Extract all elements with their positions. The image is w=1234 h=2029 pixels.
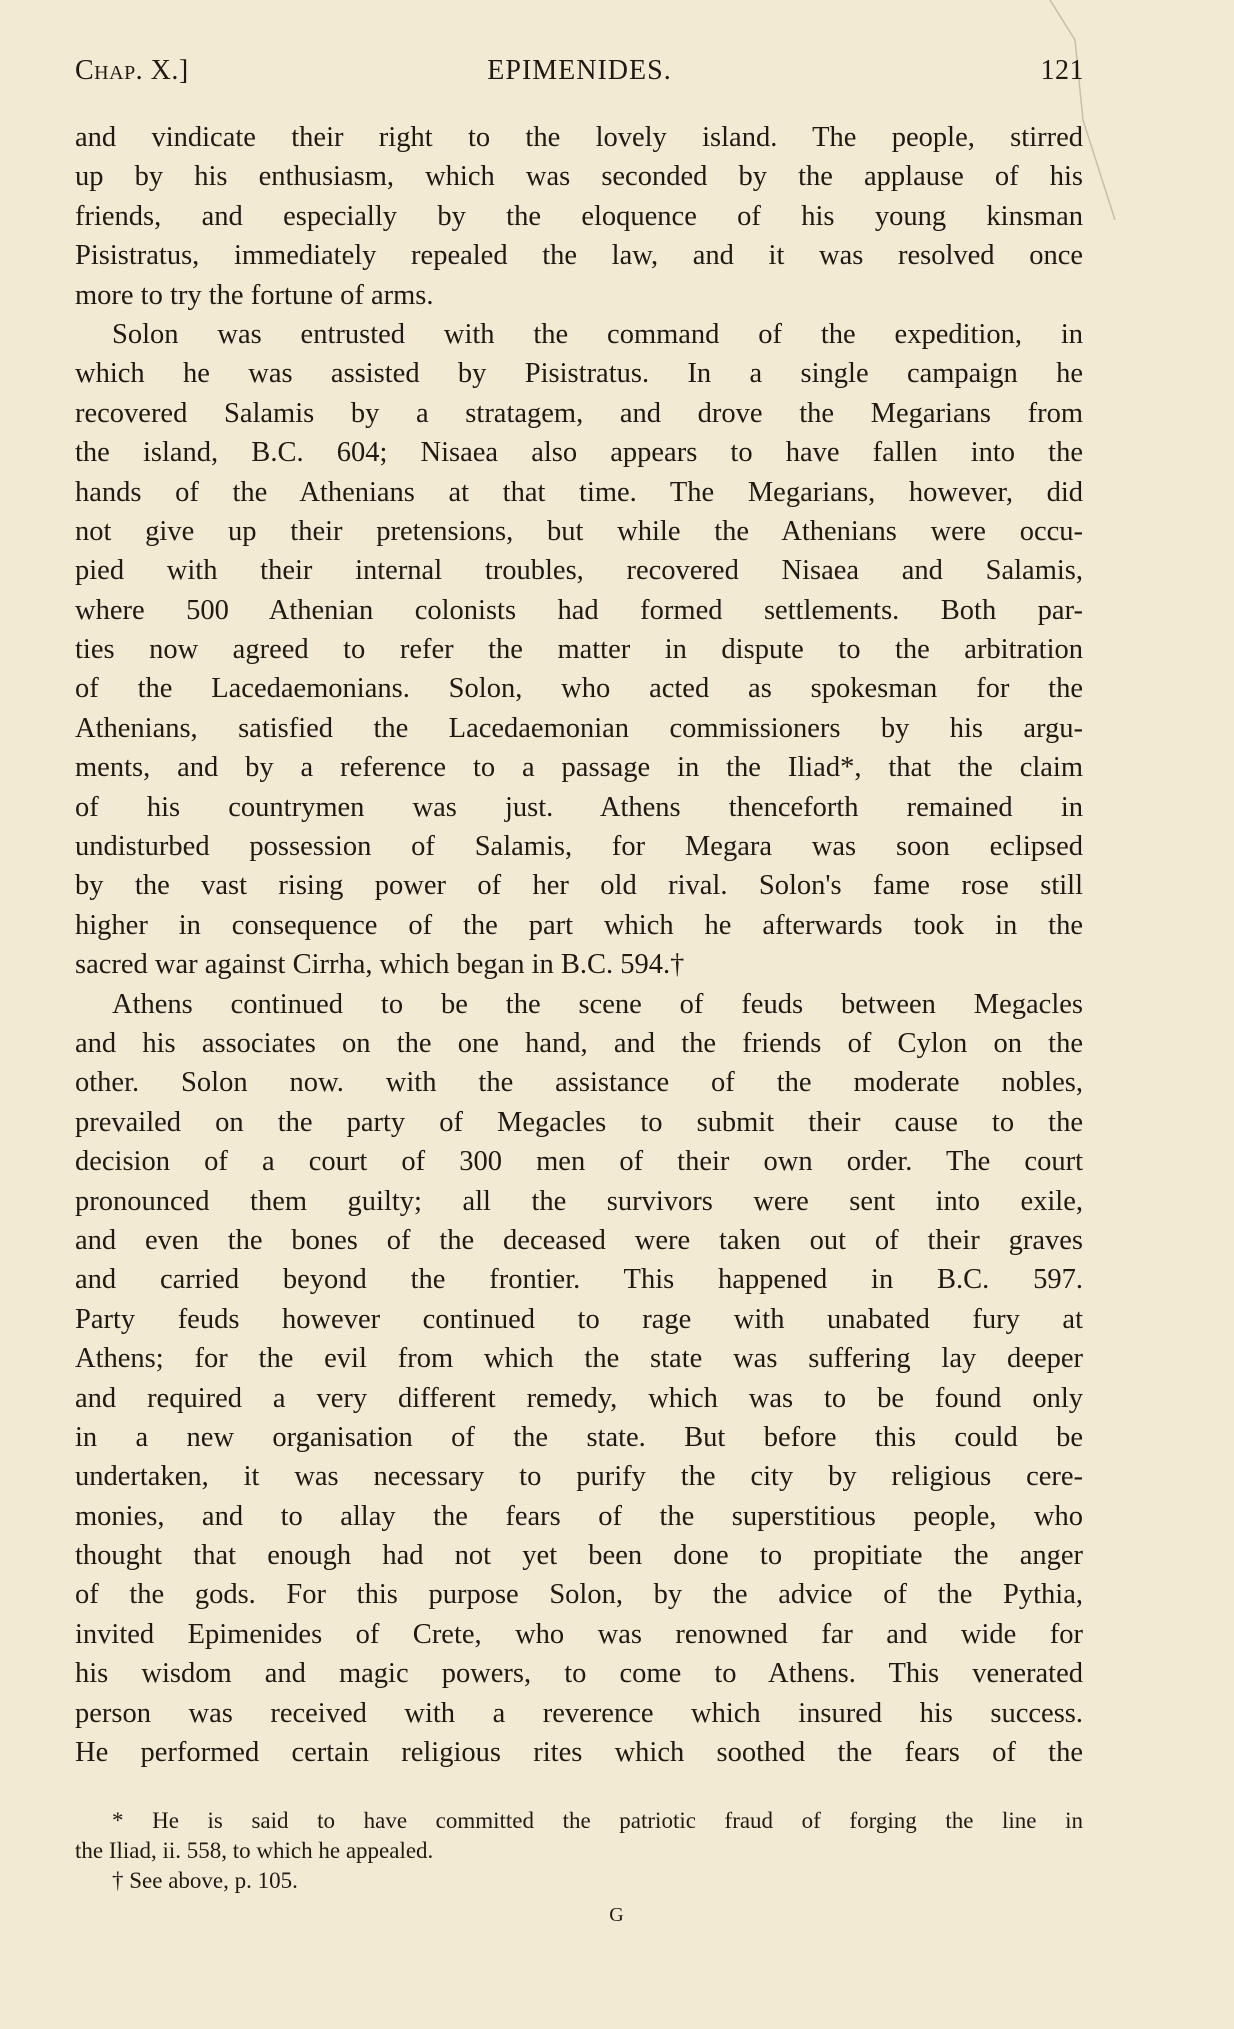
text-line: and carried beyond the frontier. This happened in B.C. 597. xyxy=(75,1264,1083,1296)
footnote-line: † See above, p. 105. xyxy=(112,1868,298,1893)
footnotes xyxy=(75,1806,1083,1896)
text-line: up by his enthusiasm, which was seconded by the applause of his xyxy=(75,161,1083,193)
text-line: sacred war against Cirrha, which began in B.C. 594.† xyxy=(75,949,685,981)
text-line: Athens; for the evil from which the state was suffering lay deeper xyxy=(75,1343,1083,1375)
text-line: Athens continued to be the scene of feuds between Megacles xyxy=(112,988,1083,1020)
text-line: Solon was entrusted with the command of the expedition, in xyxy=(112,318,1083,350)
text-line: recovered Salamis by a stratagem, and drove the Megarians from xyxy=(75,397,1083,429)
text-line: ties now agreed to refer the matter in dispute to the arbitration xyxy=(75,634,1083,666)
text-line: more to try the fortune of arms. xyxy=(75,279,434,311)
text-line: person was received with a reverence which insured his success. xyxy=(75,1697,1083,1729)
text-line: prevailed on the party of Megacles to submit their cause to the xyxy=(75,1106,1083,1138)
text-line: friends, and especially by the eloquence of his young kinsman xyxy=(75,200,1083,232)
text-line: ments, and by a reference to a passage in the Iliad*, that the claim xyxy=(75,752,1083,784)
text-line: He performed certain religious rites which soothed the fears of the xyxy=(75,1737,1083,1769)
text-line: pronounced them guilty; all the survivors were sent into exile, xyxy=(75,1185,1083,1217)
text-line: monies, and to allay the fears of the superstitious people, who xyxy=(75,1500,1083,1532)
running-header xyxy=(75,55,1084,95)
chapter-label: Chap. X.] xyxy=(75,55,189,86)
footnote-line: * He is said to have committed the patriotic fraud of forging the line in xyxy=(112,1808,1083,1833)
text-line: and vindicate their right to the lovely island. The people, stirred xyxy=(75,122,1083,153)
text-line: his wisdom and magic powers, to come to Athens. This venerated xyxy=(75,1658,1083,1690)
text-line: which he was assisted by Pisistratus. In a single campaign he xyxy=(75,358,1083,390)
text-line: undertaken, it was necessary to purify the city by religious cere- xyxy=(75,1461,1083,1493)
text-line: higher in consequence of the part which he afterwards took in the xyxy=(75,909,1083,941)
text-line: Pisistratus, immediately repealed the law, and it was resolved once xyxy=(75,240,1083,272)
text-line: in a new organisation of the state. But before this could be xyxy=(75,1421,1083,1453)
text-line: thought that enough had not yet been done to propitiate the anger xyxy=(75,1540,1083,1572)
signature-mark: G xyxy=(609,1904,625,1926)
text-line: decision of a court of 300 men of their own order. The court xyxy=(75,1146,1083,1178)
text-line: and his associates on the one hand, and the friends of Cylon on the xyxy=(75,1027,1083,1059)
text-line: undisturbed possession of Salamis, for Megara was soon eclipsed xyxy=(75,831,1083,863)
text-line: of the gods. For this purpose Solon, by the advice of the Pythia, xyxy=(75,1579,1083,1611)
text-line: other. Solon now. with the assistance of the moderate nobles, xyxy=(75,1067,1083,1099)
text-line: of the Lacedaemonians. Solon, who acted as spokesman for the xyxy=(75,673,1083,705)
page-number: 121 xyxy=(1040,55,1084,86)
text-line: where 500 Athenian colonists had formed settlements. Both par- xyxy=(75,594,1083,626)
text-line: of his countrymen was just. Athens thenceforth remained in xyxy=(75,791,1083,823)
main-text xyxy=(75,118,1083,1772)
text-line: Party feuds however continued to rage with unabated fury at xyxy=(75,1303,1083,1335)
text-line: and even the bones of the deceased were taken out of their graves xyxy=(75,1224,1083,1256)
text-line: hands of the Athenians at that time. The Megarians, however, did xyxy=(75,476,1083,508)
text-line: the island, B.C. 604; Nisaea also appears to have fallen into the xyxy=(75,437,1083,469)
text-line: by the vast rising power of her old rival. Solon's fame rose still xyxy=(75,870,1083,902)
text-line: not give up their pretensions, but while the Athenians were occu- xyxy=(75,515,1083,547)
text-line: invited Epimenides of Crete, who was renowned far and wide for xyxy=(75,1618,1083,1650)
text-line: pied with their internal troubles, recovered Nisaea and Salamis, xyxy=(75,555,1083,587)
text-line: and required a very different remedy, which was to be found only xyxy=(75,1382,1083,1414)
text-line: Athenians, satisfied the Lacedaemonian commissioners by his argu- xyxy=(75,712,1083,744)
footnote-line: the Iliad, ii. 558, to which he appealed. xyxy=(75,1838,434,1863)
page-title: EPIMENIDES. xyxy=(487,55,672,86)
